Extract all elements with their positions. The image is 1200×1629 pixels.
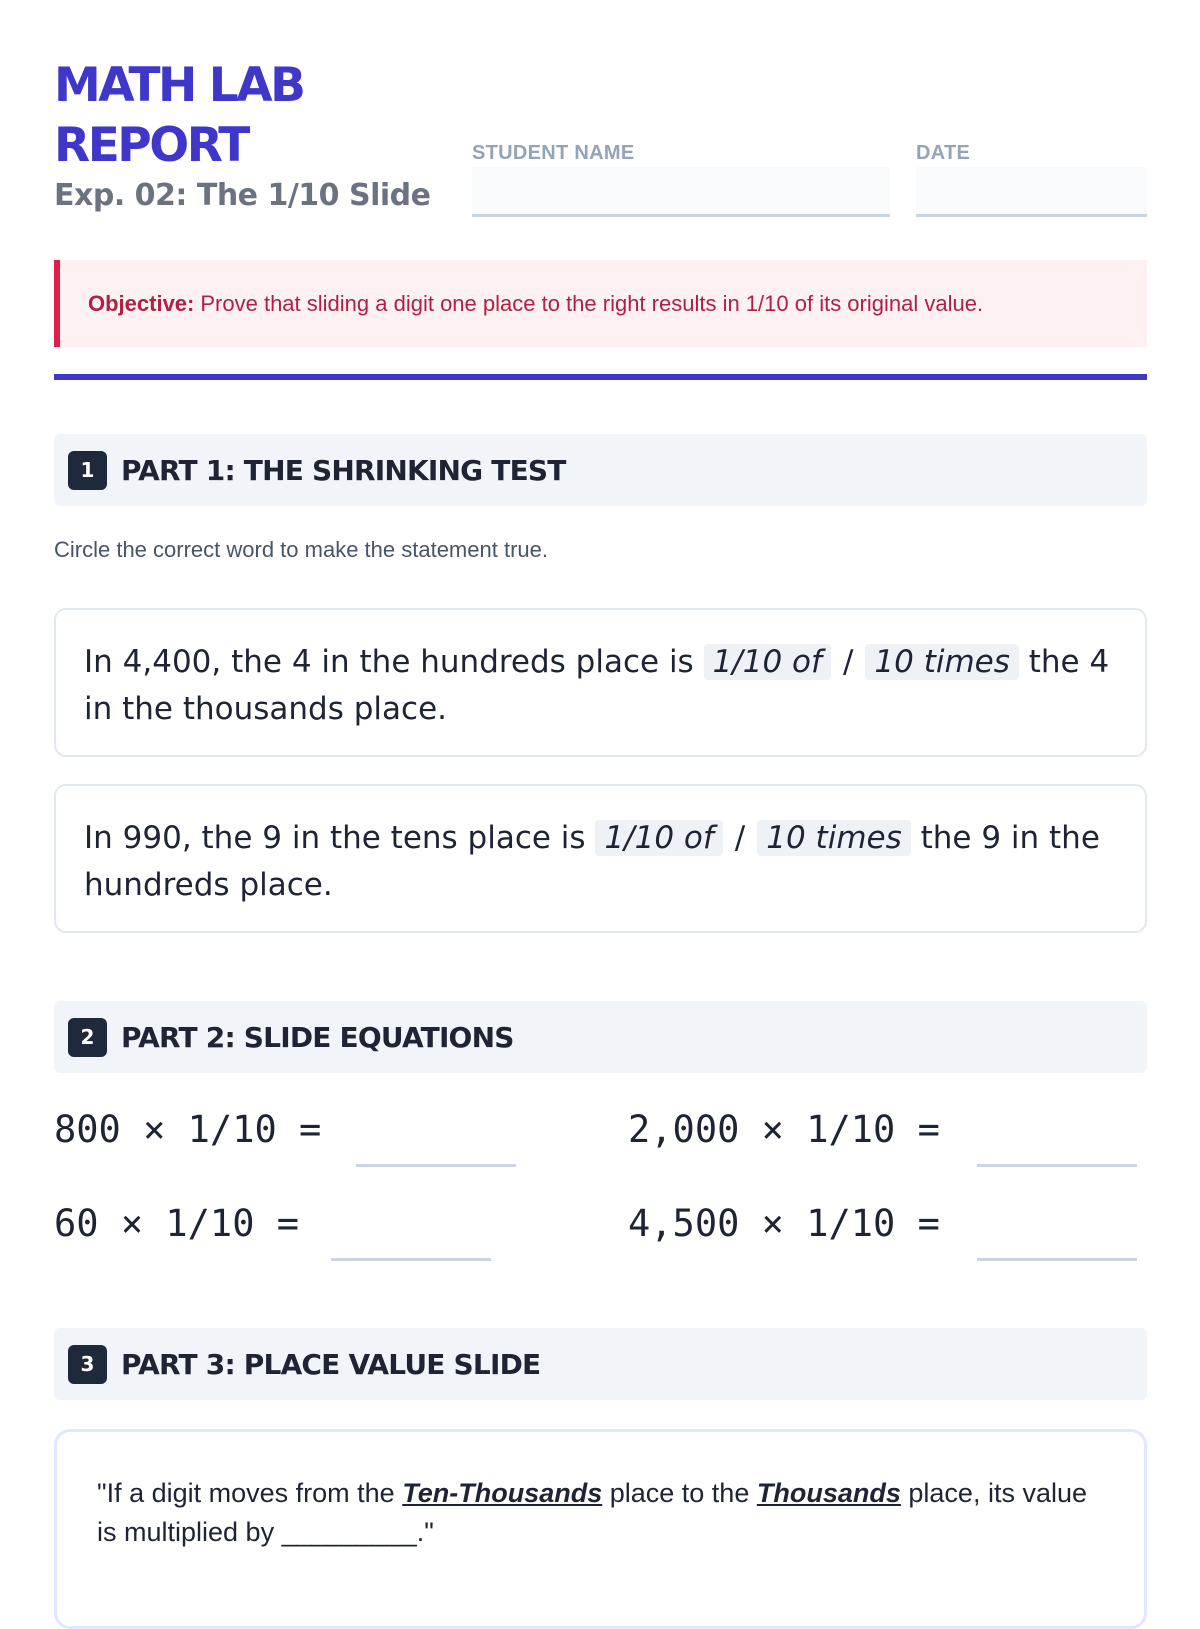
to-place: Thousands [756,1478,901,1508]
objective-box [54,260,1147,347]
question-1 [54,608,1147,757]
question-2-option-b[interactable]: 10 times [757,820,911,856]
equation-1-answer-blank[interactable] [356,1164,516,1167]
place-value-question-card [54,1429,1147,1629]
part-3-header [54,1328,1147,1400]
part-2-header [54,1001,1147,1073]
part-2-title: PART 2: SLIDE EQUATIONS [121,1020,514,1054]
part-1-instruction: Circle the correct word to make the statement true. [54,537,548,562]
part-2-number: 2 [68,1018,107,1057]
question-2 [54,784,1147,933]
equation-4-answer-blank[interactable] [977,1258,1137,1261]
equation-1: 800 × 1/10 = [54,1108,322,1151]
question-1-separator: / [842,644,854,680]
equation-2-answer-blank[interactable] [977,1164,1137,1167]
student-name-field[interactable] [472,167,890,217]
from-place: Ten-Thousands [402,1478,603,1508]
page-title [54,56,303,176]
question-1-option-a[interactable]: 1/10 of [704,644,831,680]
title-line-2: REPORT [54,118,248,173]
equation-3: 60 × 1/10 = [54,1202,300,1245]
equation-2: 2,000 × 1/10 = [628,1108,940,1151]
question-1-text-before: In 4,400, the 4 in the hundreds place is [84,644,694,680]
equation-4: 4,500 × 1/10 = [628,1202,940,1245]
part-1-header [54,434,1147,506]
part-3-number: 3 [68,1345,107,1384]
quote-after: place, its value is multiplied by _________." [97,1478,1087,1547]
question-2-text-before: In 990, the 9 in the tens place is [84,820,586,856]
question-2-separator: / [734,820,746,856]
part-1-title: PART 1: THE SHRINKING TEST [121,453,566,487]
date-label: DATE [916,142,971,164]
title-line-1: MATH LAB [54,58,304,113]
student-name-label: STUDENT NAME [472,142,635,164]
part-1-number: 1 [68,451,107,490]
question-1-text-after: the 4 in the thousands place. [84,644,1110,727]
objective-text: Prove that sliding a digit one place to the right results in 1/10 of its original value. [200,290,984,316]
equation-3-answer-blank[interactable] [331,1258,491,1261]
question-2-text-after: the 9 in the hundreds place. [84,820,1100,903]
page-subtitle: Exp. 02: The 1/10 Slide [54,178,431,213]
objective-label: Objective: [88,290,195,316]
date-field[interactable] [916,167,1147,217]
quote-middle: place to the [609,1478,750,1508]
part-3-title: PART 3: PLACE VALUE SLIDE [121,1347,541,1381]
question-1-option-b[interactable]: 10 times [865,644,1019,680]
quote-before: "If a digit moves from the [97,1478,395,1508]
divider [54,374,1147,380]
question-2-option-a[interactable]: 1/10 of [595,820,722,856]
